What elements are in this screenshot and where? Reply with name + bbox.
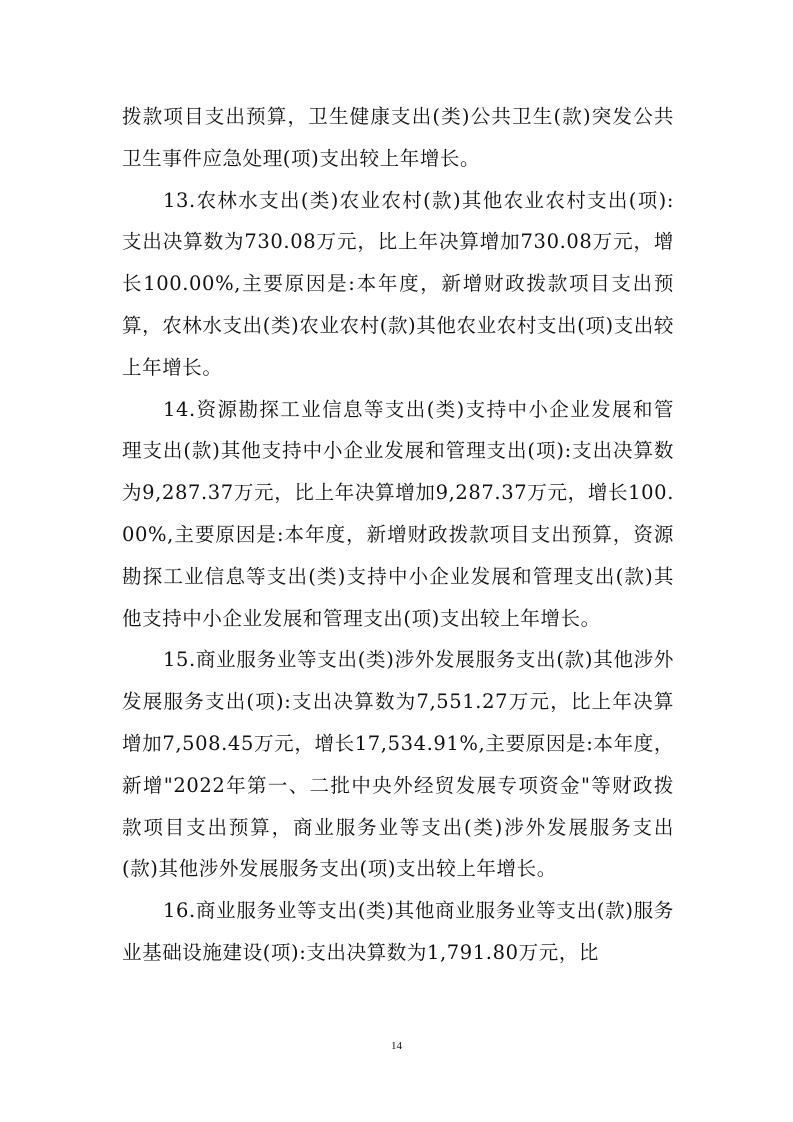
paragraph-item-13: 13.农林水支出(类)农业农村(款)其他农业农村支出(项):支出决算数为730.08万元，比上年决算增加730.08万元，增长100.00%,主要原因是:本年度，新增财政拨款项目支出预算，农林水支出(类)农业农村(款)其他农业农村支出(项)支出较上年增长。	[122, 188, 674, 379]
page-number: 14	[391, 1040, 402, 1052]
body-text	[122, 96, 674, 974]
paragraph-item-14: 14.资源勘探工业信息等支出(类)支持中小企业发展和管理支出(款)其他支持中小企业发展和管理支出(项):支出决算数为9,287.37万元，比上年决算增加9,287.37万元，增长100.00%,主要原因是:本年度，新增财政拨款项目支出预算，资源勘探工业信息等支出(类)支持中小企业发展和管理支出(款)其他支持中小企业发展和管理支出(项)支出较上年增长。	[122, 397, 674, 630]
paragraph-continuation: 拨款项目支出预算，卫生健康支出(类)公共卫生(款)突发公共卫生事件应急处理(项)支出较上年增长。	[122, 105, 674, 170]
paragraph-item-16: 16.商业服务业等支出(类)其他商业服务业等支出(款)服务业基础设施建设(项):支出决算数为1,791.80万元，比	[122, 899, 674, 964]
paragraph-item-15: 15.商业服务业等支出(类)涉外发展服务支出(款)其他涉外发展服务支出(项):支出决算数为7,551.27万元，比上年决算增加7,508.45万元，增长17,534.91%,主要原因是:本年度，新增"2022年第一、二批中央外经贸发展专项资金"等财政拨款项目支出预算，商业服务业等支出(类)涉外发展服务支出(款)其他涉外发展服务支出(项)支出较上年增长。	[122, 648, 674, 881]
